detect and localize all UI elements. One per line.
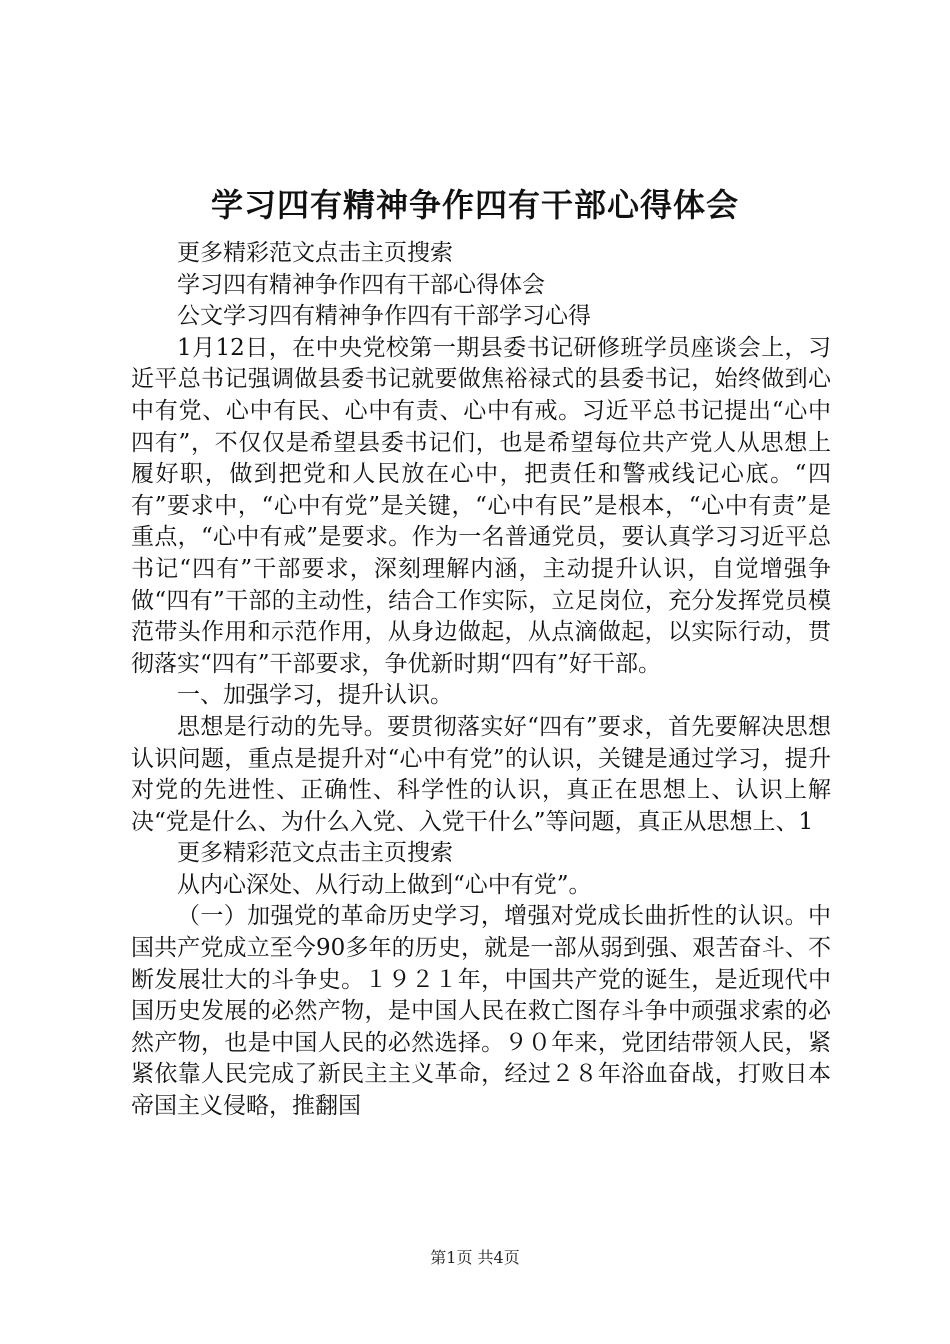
paragraph-heart: 从内心深处、从行动上做到“心中有党”。 — [177, 871, 592, 898]
paragraph-history: （一）加强党的革命历史学习，增强对党成长曲折性的认识。中国共产党成立至今90多年的历史，就是一部从弱到强、艰苦奋斗、不断发展壮大的斗争史。１９２１年，中国共产党的诞生，是近现代中国历史发展的必然产物，是中国人民在救亡图存斗争中顽强求索的必然产物，也是中国人民的必然选择。９０年来，党团结带领人民，紧紧依靠人民完成了新民主主义革命，经过２８年浴血奋战，打败日本帝国主义侵略，推翻国 — [131, 903, 831, 1120]
page-footer: 第1页 共4页 — [430, 1248, 520, 1267]
paragraph-subtitle: 学习四有精神争作四有干部心得体会 — [177, 271, 545, 298]
paragraph-thought: 思想是行动的先导。要贯彻落实好“四有”要求，首先要解决思想认识问题，重点是提升对“心中有党”的认识，关键是通过学习，提升对党的先进性、正确性、科学性的认识，真正在思想上、认识上解决“党是什么、为什么入党、入党干什么”等问题，真正从思想上、1 — [131, 713, 831, 835]
paragraph-promo-2: 更多精彩范文点击主页搜索 — [177, 840, 453, 867]
document-title: 学习四有精神争作四有干部心得体会 — [210, 186, 739, 224]
section-heading: 一、加强学习，提升认识。 — [177, 682, 453, 709]
paragraph-promo: 更多精彩范文点击主页搜索 — [177, 240, 453, 266]
document-body — [131, 238, 831, 1123]
paragraph-subtitle-2: 公文学习四有精神争作四有干部学习心得 — [177, 303, 591, 330]
paragraph-intro: 1月12日，在中央党校第一期县委书记研修班学员座谈会上，习近平总书记强调做县委书记就要做焦裕禄式的县委书记，始终做到心中有党、心中有民、心中有责、心中有戒。习近平总书记提出“心中四有”，不仅仅是希望县委书记们，也是希望每位共产党人从思想上履好职，做到把党和人民放在心中，把责任和警戒线记心底。“四有”要求中，“心中有党”是关键，“心中有民”是根本，“心中有责”是重点，“心中有戒”是要求。作为一名普通党员，要认真学习习近平总书记“四有”干部要求，深刻理解内涵，主动提升认识，自觉增强争做“四有”干部的主动性，结合工作实际，立足岗位，充分发挥党员模范带头作用和示范作用，从身边做起，从点滴做起，以实际行动，贯彻落实“四有”干部要求，争优新时期“四有”好干部。 — [131, 334, 831, 677]
